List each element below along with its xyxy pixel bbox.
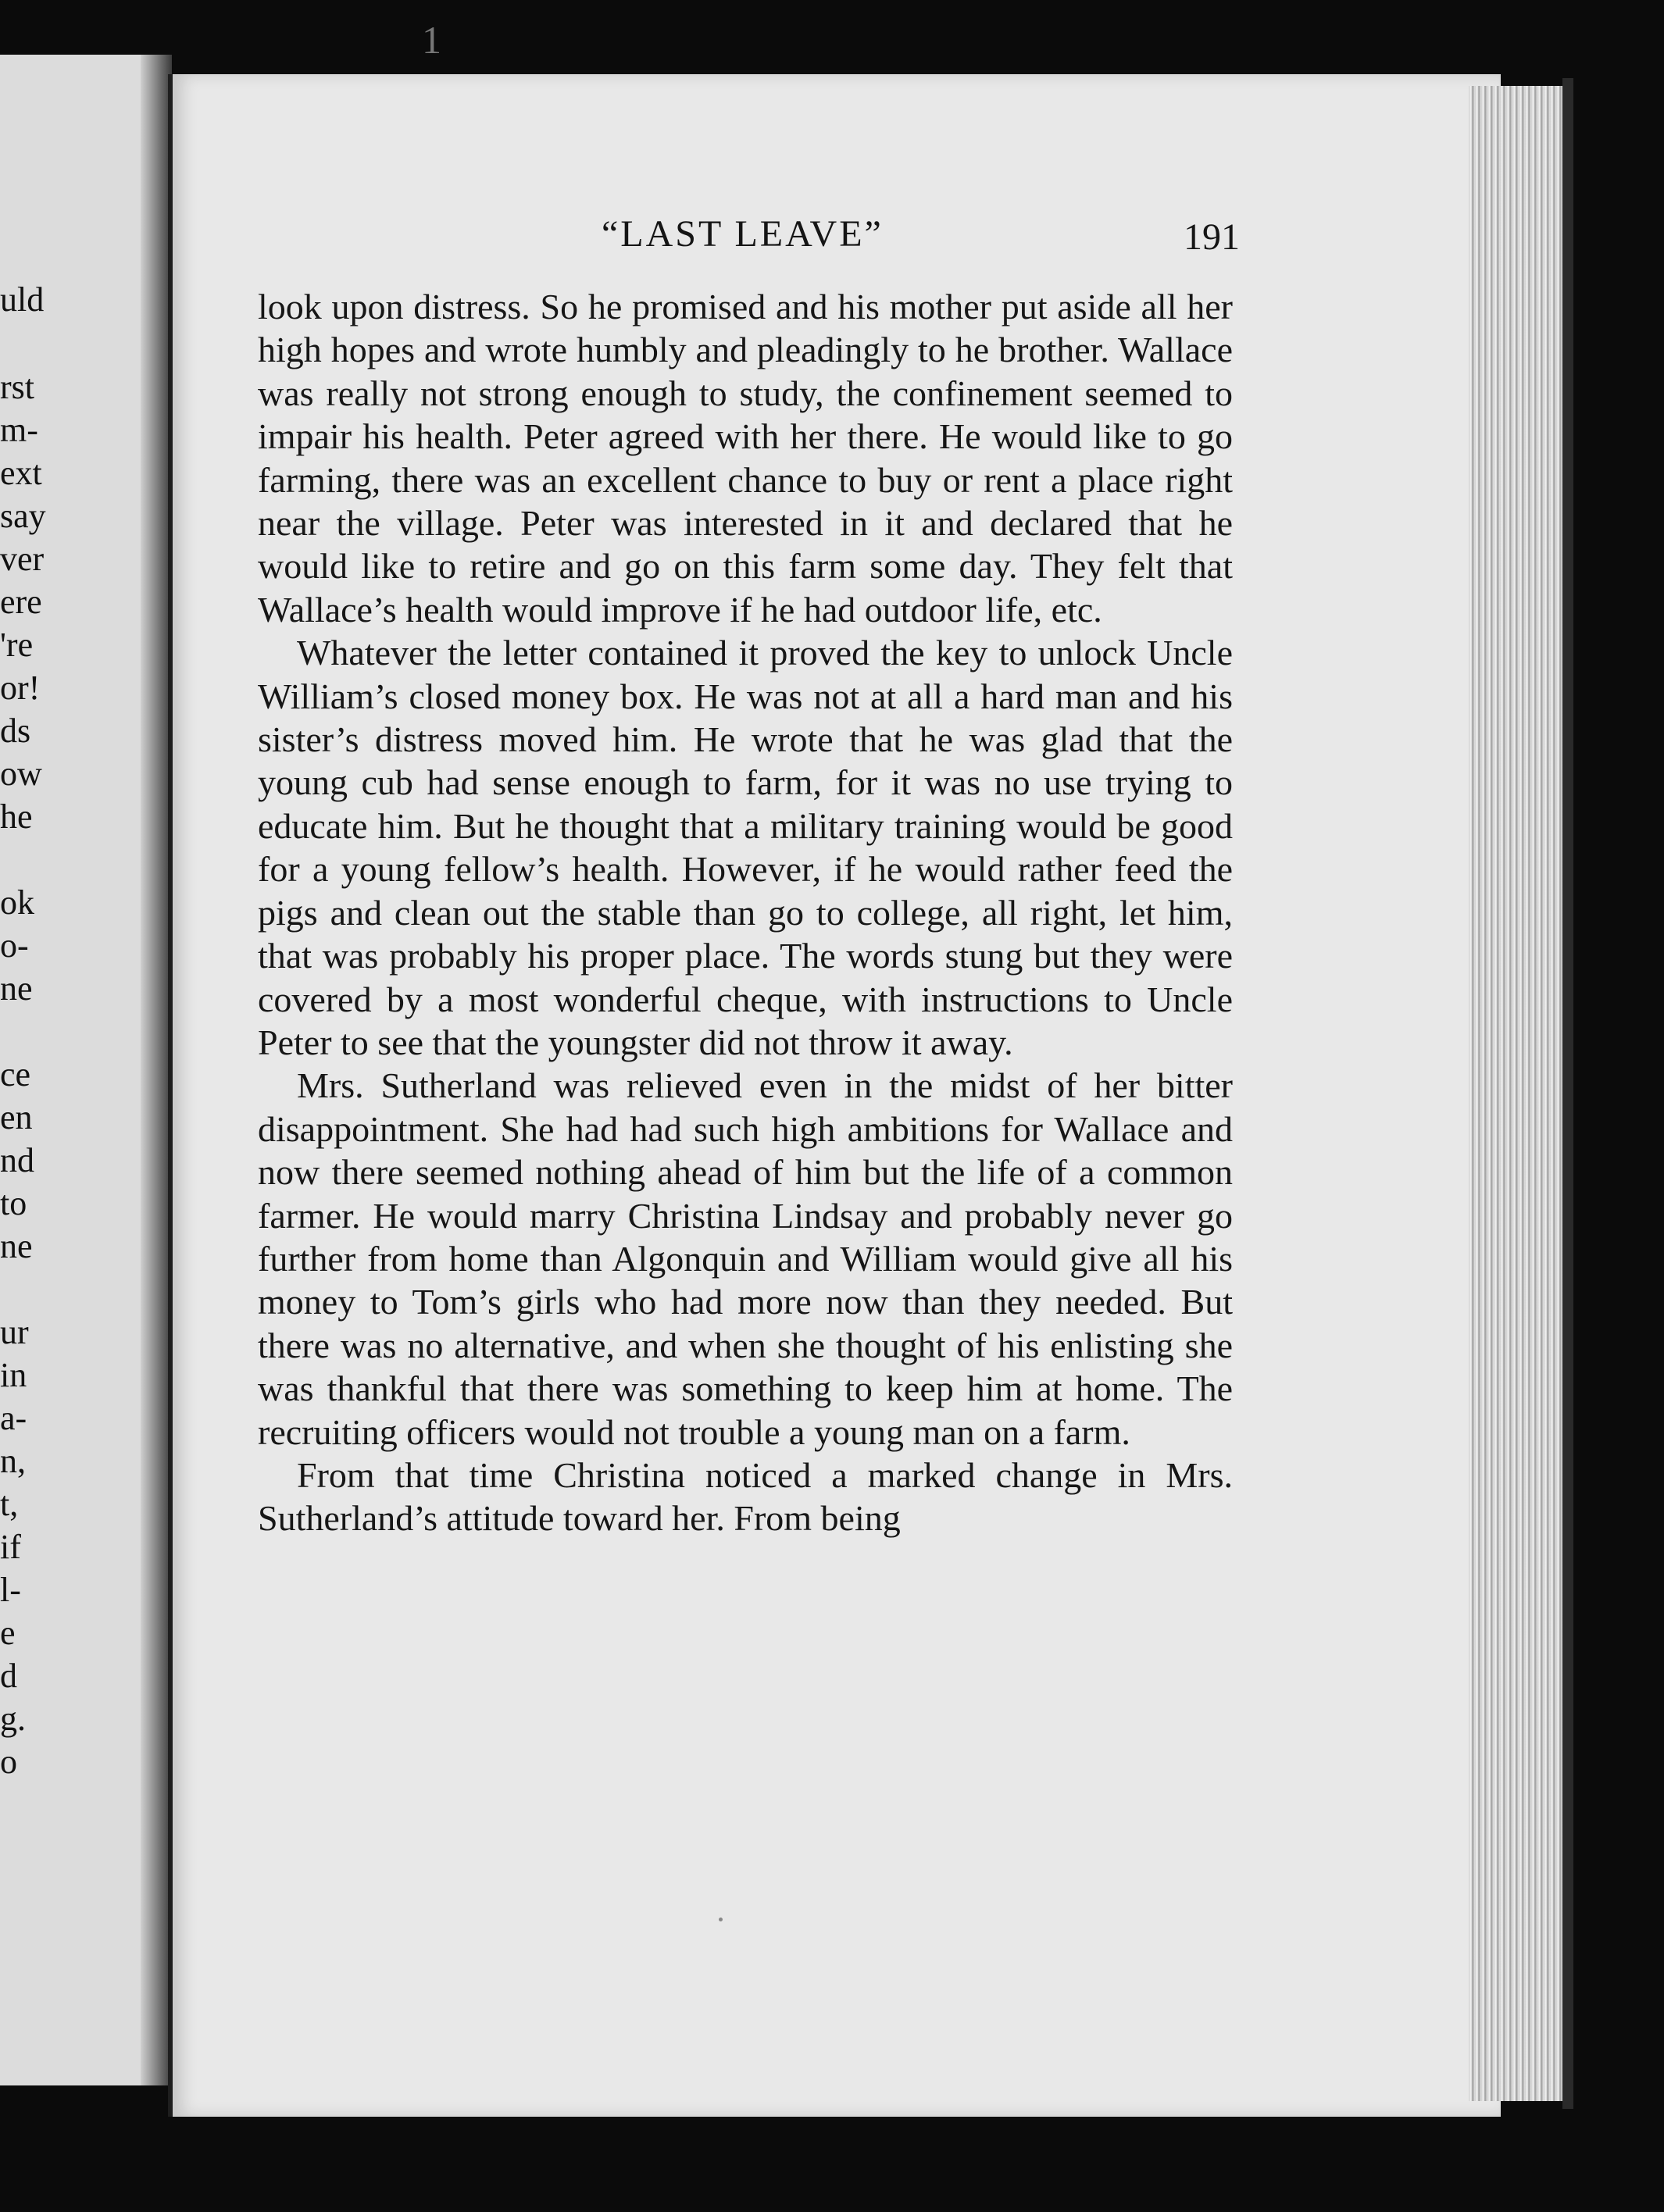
left-page-fragment: ext: [0, 454, 42, 492]
left-page-fragment: 're: [0, 626, 34, 664]
book-cover-edge: [1562, 78, 1573, 2109]
page-header: [437, 212, 1297, 267]
left-page-fragment: o-: [0, 926, 29, 965]
left-page-fragment: ere: [0, 583, 42, 621]
left-page-fragment: t,: [0, 1485, 19, 1523]
paragraph: look upon distress. So he promised and his mother put aside all her high hopes and wrote humbly and pleadingly to he brother. Wallace was really not strong enough to study, the confinement seemed to impair his health. Peter agreed with her there. He would like to go farming, there was an excellent chance to buy or rent a place right near the village. Peter was interested in it and declared that he would like to retire and go on this farm some day. They felt that Wallace’s health would improve if he had outdoor life, etc.: [258, 287, 1233, 630]
left-page-fragment: rst: [0, 368, 34, 406]
left-page-fragment: ok: [0, 883, 34, 922]
left-page-fragment: ne: [0, 969, 33, 1008]
left-page-fragment: ver: [0, 540, 45, 578]
left-page-fragment: ds: [0, 712, 31, 750]
left-page-fragment: if: [0, 1528, 21, 1566]
left-page-fragment: say: [0, 497, 46, 535]
left-page-fragment: ce: [0, 1055, 31, 1094]
left-page-fragment: ne: [0, 1227, 33, 1265]
left-page-fragment: a-: [0, 1399, 27, 1437]
body-text: [258, 285, 1233, 1540]
left-page-fragment: e: [0, 1614, 16, 1652]
paragraph: From that time Christina noticed a marked change in Mrs. Sutherland’s attitude toward her. From being: [258, 1454, 1233, 1539]
left-page-fragment: in: [0, 1356, 27, 1394]
paragraph: Whatever the letter contained it proved the key to unlock Uncle William’s closed money box. He was not at all a hard man and his sister’s distress moved him. He wrote that he was glad that the young cub had sense enough to farm, for it was no use trying to educate him. But he thought that a military training would be good for a young fellow’s health. However, if he would rather feed the pigs and clean out the stable than go to college, all right, let him, that was probably his proper place. The words stung but they were covered by a most wonderful cheque, with instructions to Uncle Peter to see that the youngster did not throw it away.: [258, 633, 1233, 1062]
left-page-fragment: uld: [0, 280, 45, 319]
page-number: 191: [1184, 216, 1240, 258]
left-page-fragment: m-: [0, 411, 38, 449]
left-page-fragment: g.: [0, 1700, 26, 1738]
top-margin-mark: 1: [422, 18, 441, 62]
left-page-fragment: en: [0, 1098, 33, 1136]
paragraph: Mrs. Sutherland was relieved even in the midst of her bitter disappointment. She had had such high ambitions for Wallace and now there seemed nothing ahead of him but the life of a common farmer. He would marry Christina Lindsay and probably never go further from home than Algonquin and William would give all his money to Tom’s girls who had more now than they needed. But there was no alternative, and when she thought of his enlisting she was thankful that there was something to keep him at home. The recruiting officers would not trouble a young man on a farm.: [258, 1065, 1233, 1452]
gutter-shadow: [141, 55, 172, 2085]
left-page-fragment: to: [0, 1184, 27, 1222]
running-title: “LAST LEAVE”: [602, 213, 884, 255]
left-page-fragment: ur: [0, 1313, 29, 1351]
left-page-fragment: l-: [0, 1571, 21, 1609]
left-page-fragment: nd: [0, 1141, 34, 1179]
left-page-fragment: or!: [0, 669, 41, 707]
left-page-fragment: d: [0, 1657, 17, 1695]
left-page-fragment: ow: [0, 755, 42, 793]
print-speck: [719, 1918, 723, 1921]
left-page-fragment: he: [0, 797, 33, 836]
left-page-fragment: n,: [0, 1442, 26, 1480]
page-edges: [1469, 86, 1562, 2101]
left-page-fragment: o: [0, 1743, 17, 1781]
